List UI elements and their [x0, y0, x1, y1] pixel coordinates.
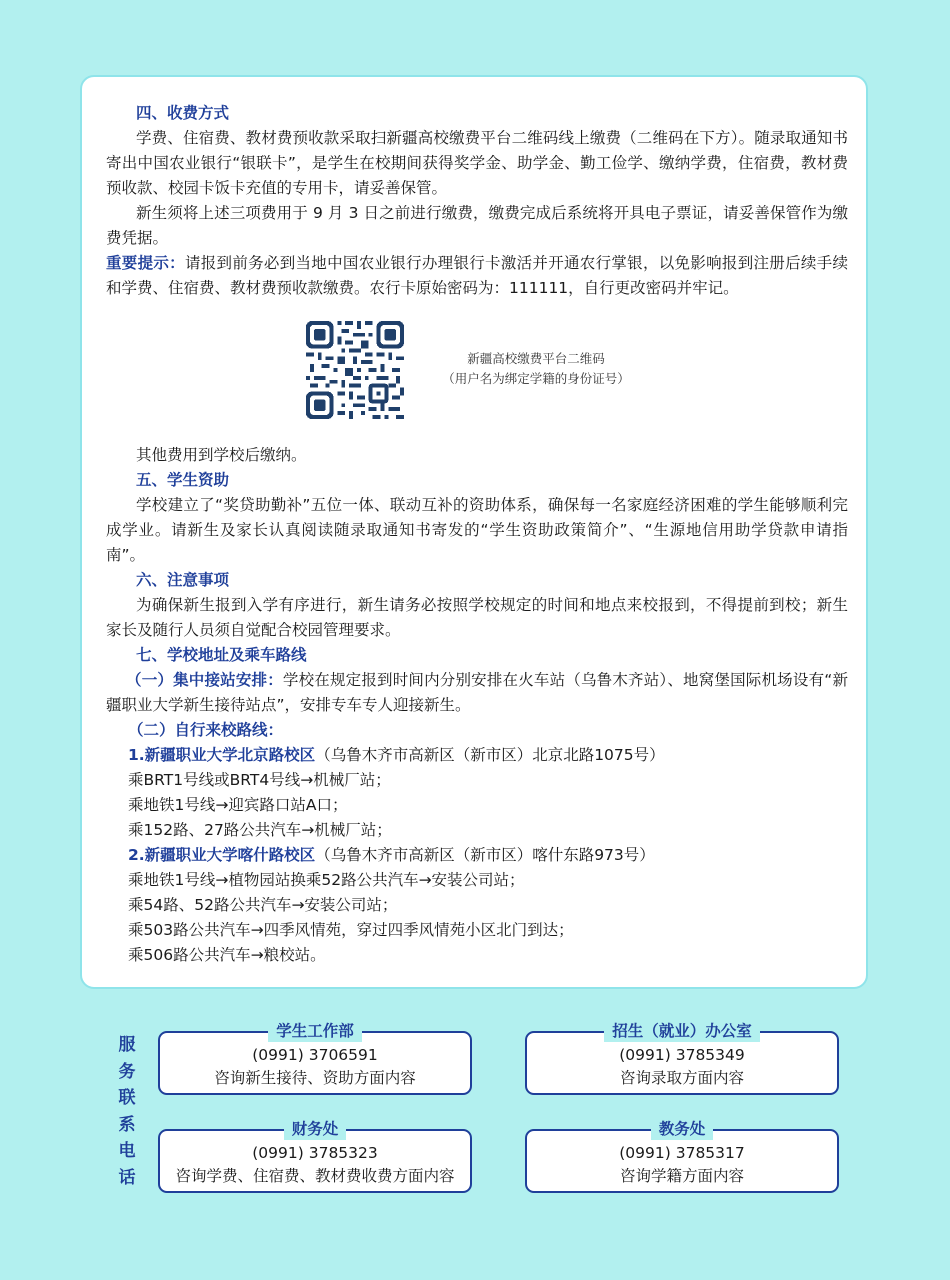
- section4-title: 四、收费方式: [136, 104, 230, 122]
- important-notice: [106, 251, 848, 301]
- contact-phone[interactable]: (0991) 3706591: [252, 1046, 378, 1064]
- service-phone-label: 服 务 联 系 电 话: [118, 1035, 136, 1188]
- route-item: 乘地铁1号线→植物园站换乘52路公共汽车→安装公司站；: [128, 871, 525, 889]
- contact-title: 学生工作部: [268, 1020, 362, 1042]
- section7-title: 七、学校地址及乘车路线: [136, 646, 307, 664]
- section5-title: 五、学生资助: [136, 471, 230, 489]
- contact-box-admissions: [525, 1022, 839, 1095]
- campus2-address: （乌鲁木齐市高新区（新市区）喀什东路973号）: [315, 846, 655, 864]
- card-content: [106, 101, 848, 968]
- campus2-name: 2.新疆职业大学喀什路校区: [128, 846, 316, 864]
- section4-paragraph2: 新生须将上述三项费用于 9 月 3 日之前进行缴费，缴费完成后系统将开具电子票证，请妥善保管作为缴费凭据。: [106, 204, 848, 247]
- notice-text: 请报到前务必到当地中国农业银行办理银行卡激活并开通农行掌银，以免影响报到注册后续手续和学费、住宿费、教材费预收款缴费。农行卡原始密码为：111111，自行更改密码并牢记。: [106, 254, 848, 297]
- payment-qr-code-icon[interactable]: [306, 321, 404, 419]
- contact-box-student-affairs: [158, 1022, 472, 1095]
- contact-desc: 咨询新生接待、资助方面内容: [214, 1069, 416, 1087]
- info-card: [80, 75, 868, 989]
- contact-title: 教务处: [651, 1118, 714, 1140]
- contact-desc: 咨询学费、住宿费、教材费收费方面内容: [175, 1167, 455, 1185]
- section6-paragraph: 为确保新生报到入学有序进行，新生请务必按照学校规定的时间和地点来校报到，不得提前到校；新生家长及随行人员须自觉配合校园管理要求。: [106, 596, 848, 639]
- contact-phone[interactable]: (0991) 3785317: [619, 1144, 745, 1162]
- contact-phone[interactable]: (0991) 3785349: [619, 1046, 745, 1064]
- self-route-heading: （二）自行来校路线：: [128, 721, 284, 739]
- section6-title: 六、注意事项: [136, 571, 230, 589]
- contact-title: 财务处: [284, 1118, 347, 1140]
- qr-section: [106, 301, 848, 443]
- campus2-line: [106, 843, 848, 868]
- qr-caption: [436, 349, 636, 389]
- qr-caption-title: 新疆高校缴费平台二维码: [467, 351, 605, 366]
- contact-desc: 咨询录取方面内容: [619, 1069, 744, 1087]
- route-item: 乘152路、27路公共汽车→机械厂站；: [128, 821, 392, 839]
- pickup-text: 学校在规定报到时间内分别安排在火车站（乌鲁木齐站）、地窝堡国际机场设有“新疆职业大学新生接待站点”，安排专车专人迎接新生。: [106, 671, 848, 714]
- campus1-address: （乌鲁木齐市高新区（新市区）北京北路1075号）: [315, 746, 665, 764]
- section4-paragraph1: 学费、住宿费、教材费预收款采取扫新疆高校缴费平台二维码线上缴费（二维码在下方）。随录取通知书寄出中国农业银行“银联卡”，是学生在校期间获得奖学金、助学金、勤工俭学、缴纳学费，住宿费，教材费预收款、校园卡饭卡充值的专用卡，请妥善保管。: [106, 129, 848, 197]
- contact-phone[interactable]: (0991) 3785323: [252, 1144, 378, 1162]
- route-item: 乘地铁1号线→迎宾路口站A口；: [128, 796, 348, 814]
- route-item: 乘503路公共汽车→四季风情苑，穿过四季风情苑小区北门到达；: [128, 921, 574, 939]
- contact-box-finance: [158, 1120, 472, 1193]
- contact-title: 招生（就业）办公室: [604, 1020, 760, 1042]
- route-item: 乘506路公共汽车→粮校站。: [128, 946, 326, 964]
- campus1-line: [106, 743, 848, 768]
- contact-desc: 咨询学籍方面内容: [619, 1167, 744, 1185]
- campus1-name: 1.新疆职业大学北京路校区: [128, 746, 316, 764]
- pickup-label: （一）集中接站安排：: [126, 671, 283, 689]
- qr-caption-note: （用户名为绑定学籍的身份证号）: [442, 371, 630, 386]
- other-fees-text: 其他费用到学校后缴纳。: [136, 446, 307, 464]
- route-item: 乘BRT1号线或BRT4号线→机械厂站；: [128, 771, 391, 789]
- notice-label: 重要提示：: [106, 254, 185, 272]
- contact-box-academic: [525, 1120, 839, 1193]
- route-item: 乘54路、52路公共汽车→安装公司站；: [128, 896, 398, 914]
- pickup-arrangement: [106, 668, 848, 718]
- section5-paragraph: 学校建立了“奖贷助勤补”五位一体、联动互补的资助体系，确保每一名家庭经济困难的学生能够顺利完成学业。请新生及家长认真阅读随录取通知书寄发的“学生资助政策简介”、“生源地信用助学贷款申请指南”。: [106, 496, 848, 564]
